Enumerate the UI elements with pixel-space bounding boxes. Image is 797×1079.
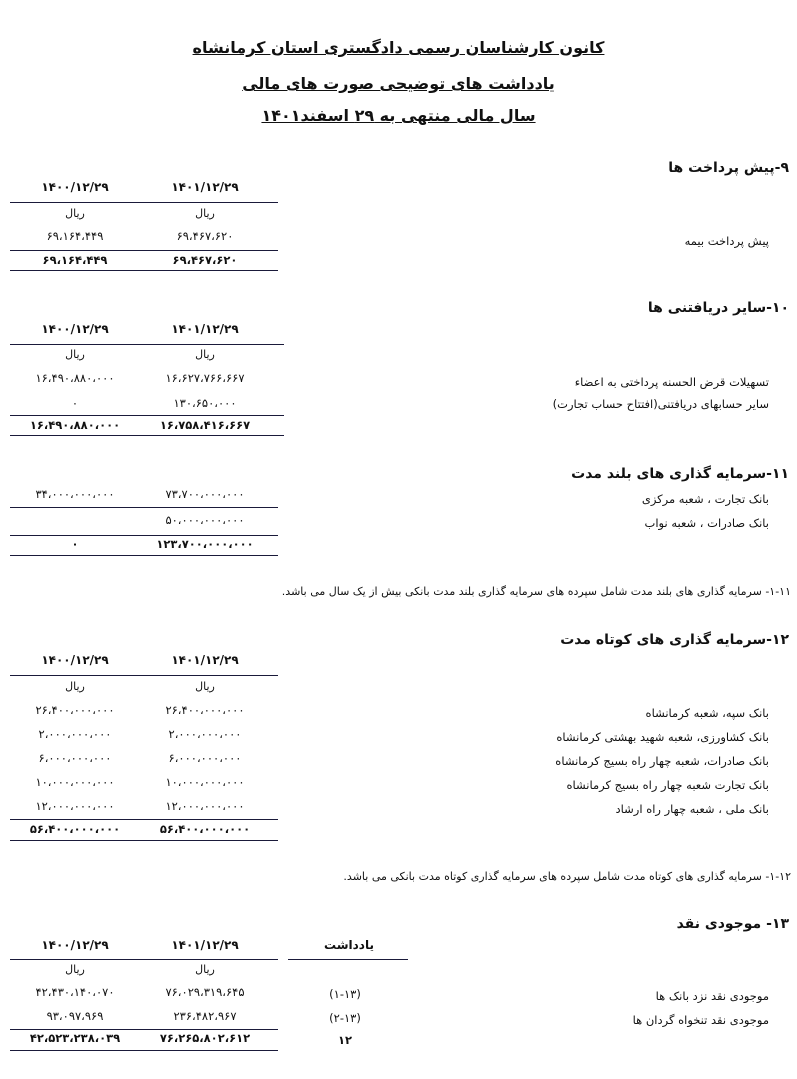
col-header-1401: ۱۴۰۱/۱۲/۲۹ xyxy=(171,322,239,336)
total-1401: ۱۶،۷۵۸،۴۱۶،۶۶۷ xyxy=(159,418,251,432)
value-1400: ۲،۰۰۰،۰۰۰،۰۰۰ xyxy=(38,727,112,741)
section-11-title: ۱۱-سرمایه گذاری های بلند مدت xyxy=(571,466,789,482)
note-11-1: ۱-۱۱- سرمایه گذاری های بلند مدت شامل سپرده های سرمایه گذاری بلند مدت بانکی بیش از یک سال می باشد. xyxy=(281,585,791,598)
value-1400: ۶،۰۰۰،۰۰۰،۰۰۰ xyxy=(38,751,112,765)
row-label: تسهیلات قرض الحسنه پرداختی به اعضاء xyxy=(574,375,769,389)
total-rule-bottom xyxy=(10,555,278,556)
value-1400: ۶۹،۱۶۴،۴۴۹ xyxy=(46,229,104,243)
col-header-note: یادداشت xyxy=(324,938,374,952)
value-1401: ۵۰،۰۰۰،۰۰۰،۰۰۰ xyxy=(165,513,245,527)
value-1401: ۶،۰۰۰،۰۰۰،۰۰۰ xyxy=(168,751,242,765)
report-org-title: کانون کارشناسان رسمی دادگستری استان کرمانشاه xyxy=(192,38,605,57)
unit-label: ریال xyxy=(65,207,85,220)
unit-label: ریال xyxy=(195,207,215,220)
total-1401: ۵۶،۴۰۰،۰۰۰،۰۰۰ xyxy=(159,822,251,836)
value-1400: ۹۳،۰۹۷،۹۶۹ xyxy=(46,1009,104,1023)
value-1400: ۱۲،۰۰۰،۰۰۰،۰۰۰ xyxy=(35,799,115,813)
total-1400: ۱۶،۴۹۰،۸۸۰،۰۰۰ xyxy=(29,418,121,432)
row-label: بانک صادرات، شعبه چهار راه بسیج کرمانشاه xyxy=(555,754,769,768)
section-10-title: ۱۰-سایر دریافتنی ها xyxy=(647,300,789,316)
row-rule xyxy=(10,507,278,508)
value-1400: ۱۰،۰۰۰،۰۰۰،۰۰۰ xyxy=(35,775,115,789)
total-note-ref: ۱۲ xyxy=(337,1033,353,1047)
row-label: بانک سپه، شعبه کرمانشاه xyxy=(645,706,769,720)
row-label: بانک تجارت ، شعبه مرکزی xyxy=(641,492,769,506)
total-1400: ۴۲،۵۲۳،۲۳۸،۰۳۹ xyxy=(29,1031,121,1045)
total-1400: ۰ xyxy=(71,537,79,551)
unit-label: ریال xyxy=(195,963,215,976)
col-header-1400: ۱۴۰۰/۱۲/۲۹ xyxy=(41,938,109,952)
value-1401: ۱۰،۰۰۰،۰۰۰،۰۰۰ xyxy=(165,775,245,789)
value-1401: ۲،۰۰۰،۰۰۰،۰۰۰ xyxy=(168,727,242,741)
report-subtitle: یادداشت های توضیحی صورت های مالی xyxy=(242,74,555,93)
total-rule-bottom xyxy=(10,1050,278,1051)
note-ref: (۲-۱۳) xyxy=(329,1011,361,1025)
note-ref: (۱-۱۳) xyxy=(329,987,361,1001)
total-1400: ۵۶،۴۰۰،۰۰۰،۰۰۰ xyxy=(29,822,121,836)
value-1400: ۰ xyxy=(71,396,79,410)
row-label: سایر حسابهای دریافتنی(افتتاح حساب تجارت) xyxy=(552,397,769,411)
value-1400: ۳۴،۰۰۰،۰۰۰،۰۰۰ xyxy=(35,487,115,501)
value-1401: ۲۳۶،۴۸۲،۹۶۷ xyxy=(173,1009,237,1023)
value-1401: ۷۶،۰۲۹،۳۱۹،۶۴۵ xyxy=(165,985,245,999)
row-label: بانک تجارت شعبه چهار راه بسیج کرمانشاه xyxy=(566,778,769,792)
row-label: بانک ملی ، شعبه چهار راه ارشاد xyxy=(615,802,769,816)
row-label: بانک کشاورزی، شعبه شهید بهشتی کرمانشاه xyxy=(556,730,769,744)
total-rule-top xyxy=(10,415,284,416)
col-header-1400: ۱۴۰۰/۱۲/۲۹ xyxy=(41,322,109,336)
col-header-1401: ۱۴۰۱/۱۲/۲۹ xyxy=(171,180,239,194)
header-rule xyxy=(10,202,278,203)
value-1401: ۶۹،۴۶۷،۶۲۰ xyxy=(176,229,234,243)
header-rule xyxy=(10,959,278,960)
total-rule-bottom xyxy=(10,840,278,841)
report-period: سال مالی منتهی به ۲۹ اسفند۱۴۰۱ xyxy=(261,106,536,125)
row-label: بانک صادرات ، شعبه نواب xyxy=(644,516,769,530)
note-12-1: ۱-۱۲- سرمایه گذاری های کوتاه مدت شامل سپرده های سرمایه گذاری کوتاه مدت بانکی می باشد. xyxy=(343,870,791,883)
section-9-title: ۹-پیش پرداخت ها xyxy=(668,160,789,176)
value-1400: ۲۶،۴۰۰،۰۰۰،۰۰۰ xyxy=(35,703,115,717)
value-1401: ۱۲،۰۰۰،۰۰۰،۰۰۰ xyxy=(165,799,245,813)
section-13-title: ۱۳- موجودی نقد xyxy=(676,916,789,932)
value-1400: ۱۶،۴۹۰،۸۸۰،۰۰۰ xyxy=(35,371,115,385)
row-label: پیش پرداخت بیمه xyxy=(684,234,769,248)
total-1400: ۶۹،۱۶۴،۴۴۹ xyxy=(42,253,108,267)
total-1401: ۷۶،۲۶۵،۸۰۲،۶۱۲ xyxy=(159,1031,251,1045)
col-header-1401: ۱۴۰۱/۱۲/۲۹ xyxy=(171,653,239,667)
unit-label: ریال xyxy=(65,348,85,361)
col-header-1400: ۱۴۰۰/۱۲/۲۹ xyxy=(41,180,109,194)
header-rule xyxy=(10,675,278,676)
unit-label: ریال xyxy=(195,680,215,693)
header-rule xyxy=(10,344,284,345)
value-1401: ۷۳،۷۰۰،۰۰۰،۰۰۰ xyxy=(165,487,245,501)
value-1401: ۱۶،۶۲۷،۷۶۶،۶۶۷ xyxy=(165,371,245,385)
total-rule-bottom xyxy=(10,435,284,436)
value-1401: ۲۶،۴۰۰،۰۰۰،۰۰۰ xyxy=(165,703,245,717)
total-rule-top xyxy=(10,819,278,820)
unit-label: ریال xyxy=(195,348,215,361)
section-12-title: ۱۲-سرمایه گذاری های کوتاه مدت xyxy=(560,632,789,648)
total-rule-top xyxy=(10,250,278,251)
row-label: موجودی نقد نزد بانک ها xyxy=(655,989,769,1003)
unit-label: ریال xyxy=(65,963,85,976)
value-1400: ۴۲،۴۳۰،۱۴۰،۰۷۰ xyxy=(35,985,115,999)
value-1401: ۱۳۰،۶۵۰،۰۰۰ xyxy=(173,396,237,410)
unit-label: ریال xyxy=(65,680,85,693)
total-rule-top xyxy=(10,1029,278,1030)
row-label: موجودی نقد تنخواه گردان ها xyxy=(632,1013,769,1027)
total-1401: ۱۲۳،۷۰۰،۰۰۰،۰۰۰ xyxy=(156,537,254,551)
total-rule-top xyxy=(10,535,278,536)
col-header-1401: ۱۴۰۱/۱۲/۲۹ xyxy=(171,938,239,952)
total-rule-bottom xyxy=(10,270,278,271)
total-1401: ۶۹،۴۶۷،۶۲۰ xyxy=(172,253,238,267)
note-header-rule xyxy=(288,959,408,960)
col-header-1400: ۱۴۰۰/۱۲/۲۹ xyxy=(41,653,109,667)
